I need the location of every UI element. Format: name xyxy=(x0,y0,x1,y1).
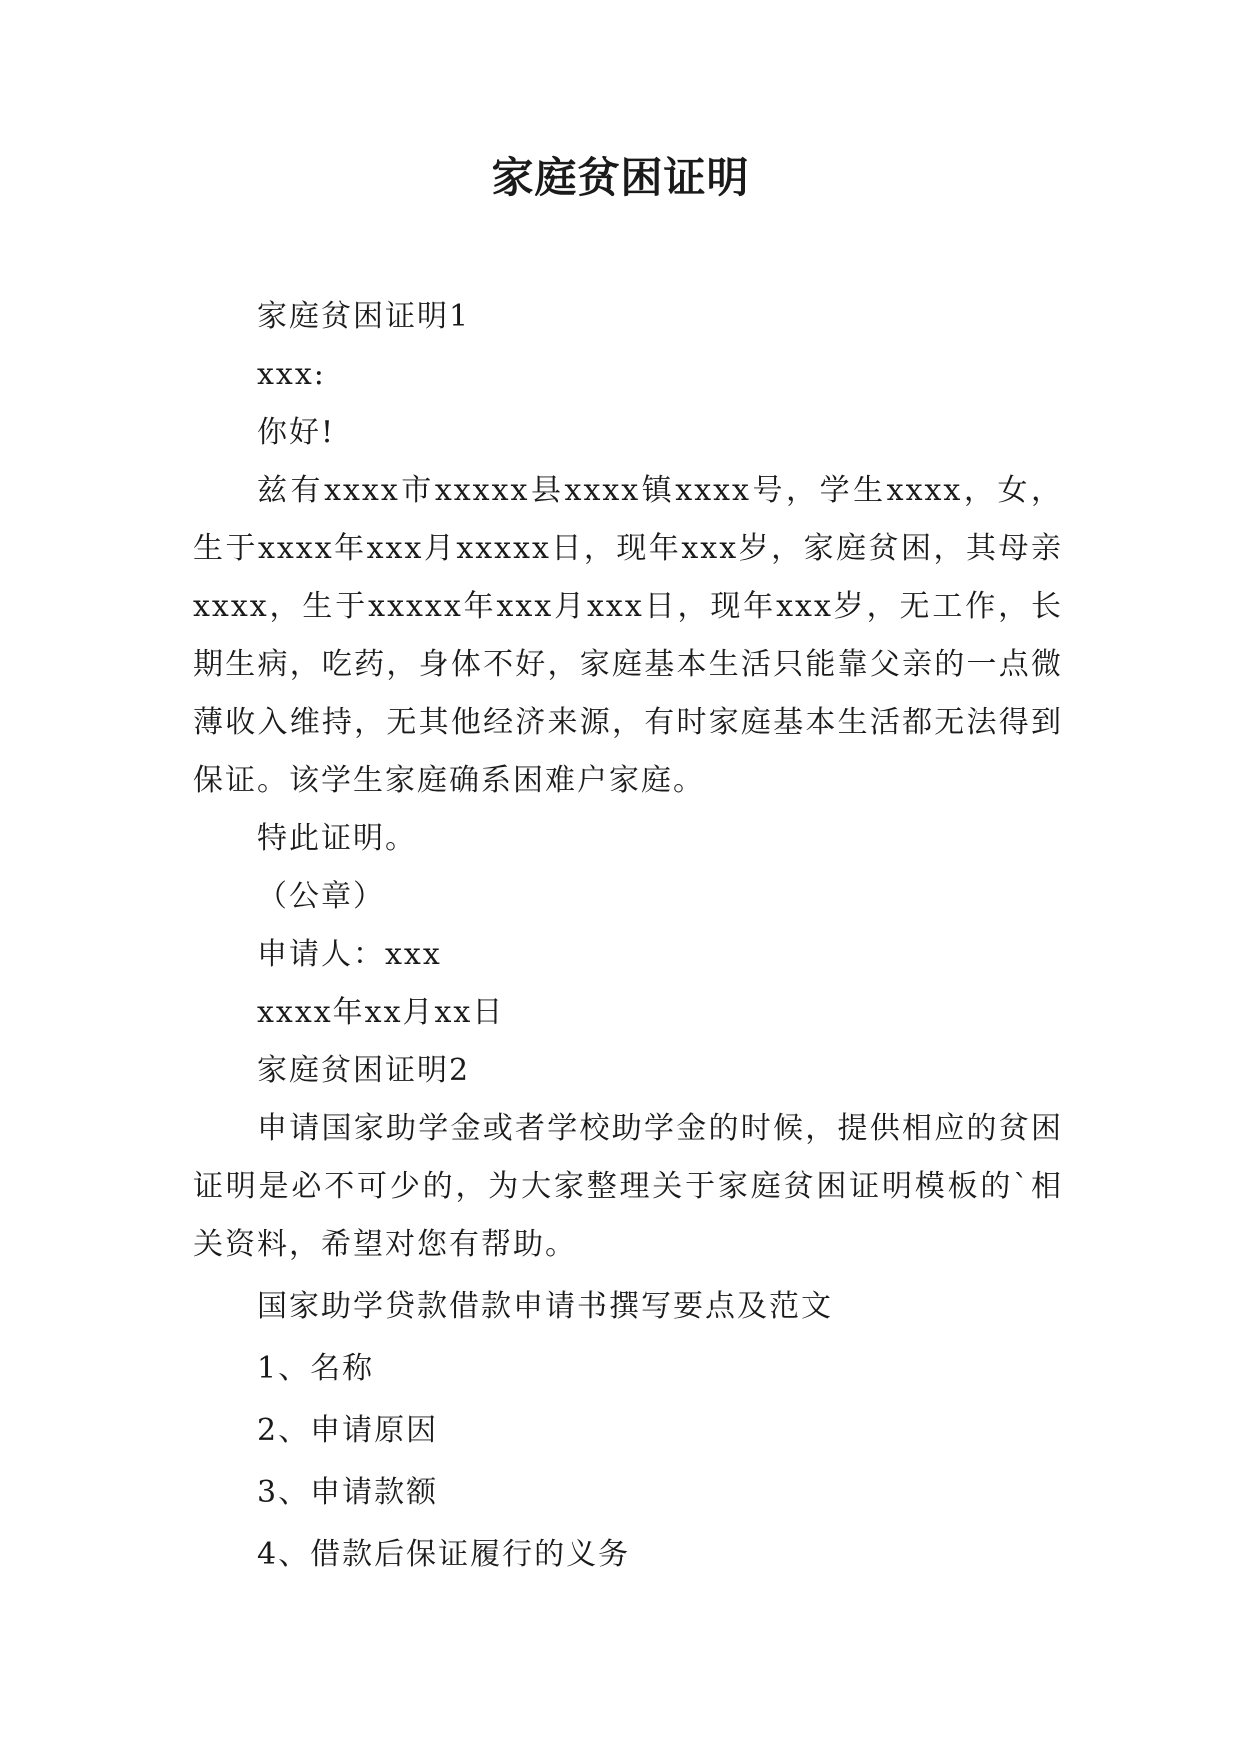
date-line: xxxx年xx月xx日 xyxy=(257,995,505,1030)
official-seal-note: （公章） xyxy=(257,879,385,914)
certificate-body-paragraph: 兹有xxxx市xxxxx县xxxx镇xxxx号，学生xxxx，女，生于xxxx年xxx月xxxxx日，现年xxx岁，家庭贫困，其母亲xxxx，生于xxxxx年xxx月xxx日，现年xxx岁，无工作，长期生病，吃药，身体不好，家庭基本生活只能靠父亲的一点微薄收入维持，无其他经济来源，有时家庭基本生活都无法得到保证。该学生家庭确系困难户家庭。 xyxy=(193,473,1063,798)
section-heading-1: 家庭贫困证明1 xyxy=(257,299,471,334)
list-item: 4、借款后保证履行的义务 xyxy=(257,1537,631,1572)
subsection-heading: 国家助学贷款借款申请书撰写要点及范文 xyxy=(257,1289,833,1324)
list-item: 3、申请款额 xyxy=(257,1475,439,1510)
salutation-greeting: 你好! xyxy=(257,415,336,450)
document-body xyxy=(193,288,1063,1588)
certification-closing: 特此证明。 xyxy=(257,821,417,856)
list-item: 2、申请原因 xyxy=(257,1413,439,1448)
salutation-recipient: xxx: xyxy=(257,357,326,392)
intro-paragraph: 申请国家助学金或者学校助学金的时候，提供相应的贫困证明是必不可少的，为大家整理关于家庭贫困证明模板的`相关资料，希望对您有帮助。 xyxy=(193,1111,1063,1262)
list-item: 1、名称 xyxy=(257,1351,375,1386)
section-heading-2: 家庭贫困证明2 xyxy=(257,1053,471,1088)
applicant-line: 申请人：xxx xyxy=(257,937,442,972)
document-title: 家庭贫困证明 xyxy=(491,153,750,202)
